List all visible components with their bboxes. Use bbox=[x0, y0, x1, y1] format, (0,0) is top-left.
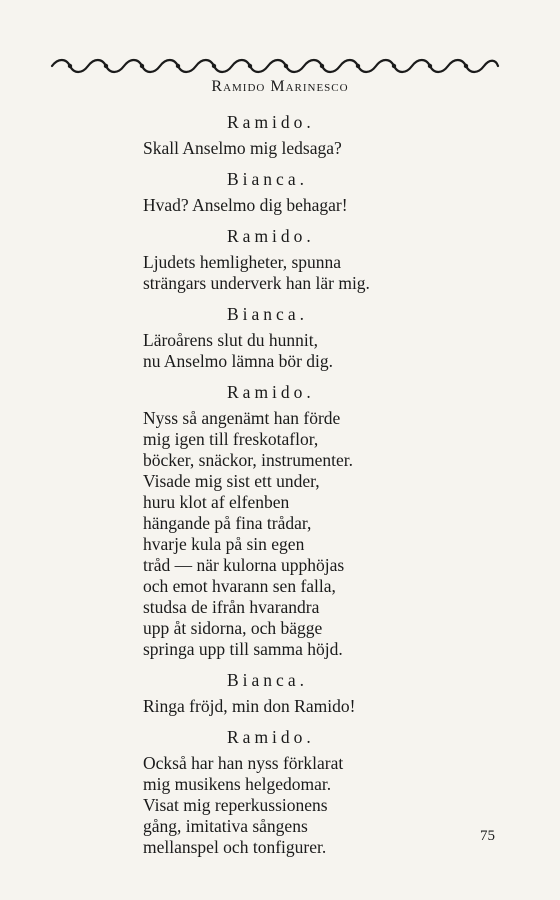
dialogue-text bbox=[143, 112, 443, 868]
verse-line: och emot hvarann sen falla, bbox=[143, 576, 336, 596]
verse bbox=[143, 753, 443, 858]
verse-line: springa upp till samma höjd. bbox=[143, 639, 343, 659]
verse-line: tråd — när kulorna upphöjas bbox=[143, 555, 345, 575]
speaker-name: Ramido. bbox=[227, 226, 315, 246]
verse-line: upp åt sidorna, och bägge bbox=[143, 618, 323, 638]
verse-line: Nyss så angenämt han förde bbox=[143, 408, 341, 428]
verse-line: strängars underverk han lär mig. bbox=[143, 273, 370, 293]
verse-line: hvarje kula på sin egen bbox=[143, 534, 305, 554]
verse-line: mig igen till freskotaflor, bbox=[143, 429, 319, 449]
speaker-name: Ramido. bbox=[227, 382, 315, 402]
verse-line: Ringa fröjd, min don Ramido! bbox=[143, 696, 356, 716]
verse-line: Hvad? Anselmo dig behagar! bbox=[143, 195, 348, 215]
speaker-name: Ramido. bbox=[227, 112, 315, 132]
dialogue-block bbox=[143, 670, 443, 717]
speaker-name: Bianca. bbox=[227, 169, 308, 189]
dialogue-block bbox=[143, 226, 443, 294]
verse-line: hängande på fina trådar, bbox=[143, 513, 312, 533]
verse-line: nu Anselmo lämna bör dig. bbox=[143, 351, 334, 371]
speaker-name: Ramido. bbox=[227, 727, 315, 747]
verse-line: gång, imitativa sångens bbox=[143, 816, 308, 836]
verse bbox=[143, 696, 443, 717]
dialogue-block bbox=[143, 112, 443, 159]
verse bbox=[143, 195, 443, 216]
verse-line: Läroårens slut du hunnit, bbox=[143, 330, 318, 350]
page-number: 75 bbox=[480, 828, 495, 844]
speaker-name: Bianca. bbox=[227, 670, 308, 690]
verse-line: Skall Anselmo mig ledsaga? bbox=[143, 138, 342, 158]
verse bbox=[143, 330, 443, 372]
dialogue-block bbox=[143, 169, 443, 216]
verse-line: mig musikens helgedomar. bbox=[143, 774, 332, 794]
verse-line: Visade mig sist ett under, bbox=[143, 471, 320, 491]
verse bbox=[143, 252, 443, 294]
verse-line: mellanspel och tonfigurer. bbox=[143, 837, 327, 857]
verse-line: böcker, snäckor, instrumenter. bbox=[143, 450, 353, 470]
verse bbox=[143, 138, 443, 159]
dialogue-block bbox=[143, 727, 443, 858]
speaker-name: Bianca. bbox=[227, 304, 308, 324]
dialogue-block bbox=[143, 304, 443, 372]
verse-line: studsa de ifrån hvarandra bbox=[143, 597, 320, 617]
verse-line: Också har han nyss förklarat bbox=[143, 753, 344, 773]
verse-line: huru klot af elfenben bbox=[143, 492, 290, 512]
dialogue-block bbox=[143, 382, 443, 660]
verse-line: Ljudets hemligheter, spunna bbox=[143, 252, 342, 272]
verse-line: Visat mig reperkussionens bbox=[143, 795, 328, 815]
verse bbox=[143, 408, 443, 660]
running-head-title: Ramido Marinesco bbox=[211, 78, 349, 95]
decorative-header-ornament bbox=[50, 56, 500, 76]
